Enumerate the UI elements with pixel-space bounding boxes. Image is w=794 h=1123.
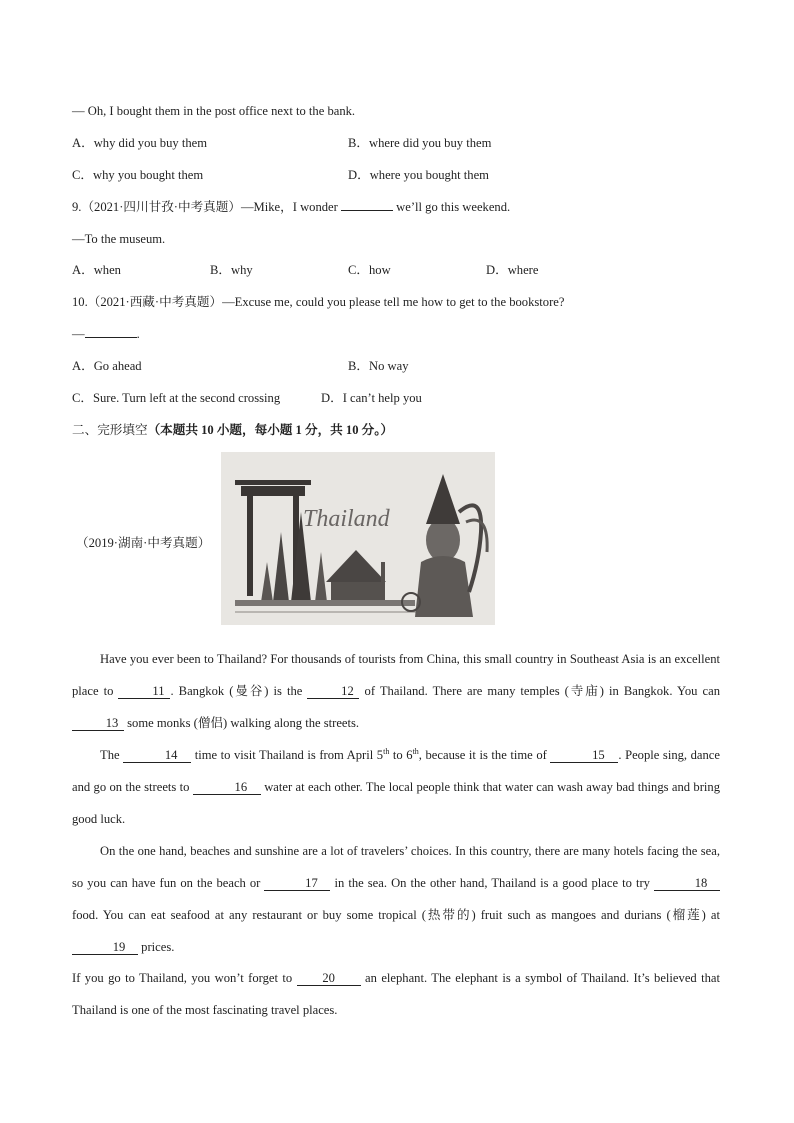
p2-text-c: to 6: [392, 748, 413, 762]
passage-paragraph-2: [72, 739, 720, 835]
q9-answer-line: —To the museum.: [72, 232, 166, 246]
q10-answer-period: .: [136, 327, 140, 341]
q8-option-b[interactable]: B．where did you buy them: [348, 136, 492, 150]
p2-sup-1: th: [383, 746, 390, 756]
blank-19[interactable]: 19: [72, 940, 138, 955]
blank-14[interactable]: 14: [123, 748, 191, 763]
p3-text-b: in the sea. On the other hand, Thailand is a good place to try: [334, 876, 650, 890]
p3-text-c: food. You can eat seafood at any restaurant or buy some tropical (热带的) fruit such as mangoes and durians (榴莲) at: [72, 908, 720, 922]
q9-option-a[interactable]: A．when: [72, 263, 121, 277]
q10-option-b[interactable]: B．No way: [348, 359, 409, 373]
blank-13[interactable]: 13: [72, 716, 124, 731]
passage-paragraph-1: [72, 643, 720, 739]
q10-stem: 10.（2021·西藏·中考真题）—Excuse me, could you please tell me how to get to the bookstore?: [72, 295, 565, 309]
q10-blank[interactable]: [85, 337, 137, 338]
q10-option-d[interactable]: D．I can’t help you: [321, 391, 422, 405]
p2-text-f: water at each other. The local people think that water can wash away bad things and bring good luck.: [72, 780, 721, 826]
blank-20[interactable]: 20: [297, 971, 361, 986]
q9-option-d[interactable]: D．where: [486, 263, 539, 277]
q10-option-c[interactable]: C．Sure. Turn left at the second crossing: [72, 391, 281, 405]
p1-text-d: some monks (僧侣) walking along the streets.: [127, 716, 360, 730]
q8-answer-line: — Oh, I bought them in the post office next to the bank.: [72, 104, 356, 118]
q9-option-c[interactable]: C．how: [348, 263, 391, 277]
q9-option-b[interactable]: B．why: [210, 263, 253, 277]
blank-12[interactable]: 12: [307, 684, 359, 699]
p2-text-d: , because it is the time of: [418, 748, 547, 762]
blank-16[interactable]: 16: [193, 780, 261, 795]
blank-17[interactable]: 17: [264, 876, 330, 891]
p1-text-b: . Bangkok (曼谷) is the: [170, 684, 303, 698]
q10-answer-dash: —: [72, 327, 85, 341]
p2-sup-2: th: [412, 746, 419, 756]
blank-18[interactable]: 18: [654, 876, 720, 891]
q9-stem-end: we’ll go this weekend.: [396, 200, 511, 214]
q9-stem: [72, 199, 510, 215]
p3-text-d: prices.: [141, 940, 175, 954]
p1-text-c: of Thailand. There are many temples (寺庙) in Bangkok. You can: [364, 684, 721, 698]
passage-source: （2019·湖南·中考真题）: [76, 536, 211, 550]
thailand-word: Thailand: [303, 506, 390, 532]
section-heading: [72, 422, 393, 438]
q8-option-c[interactable]: C．why you bought them: [72, 168, 204, 182]
section-heading-note: （本题共 10 小题，每小题 1 分，共 10 分。）: [147, 423, 394, 437]
blank-11[interactable]: 11: [118, 684, 170, 699]
p3-text-a: On the one hand, beaches and sunshine are a lot of travelers’ choices. In this country, there are many hotels facing the sea, so you can have fun on the beach or: [72, 844, 720, 890]
q9-blank[interactable]: [341, 210, 393, 211]
q8-option-d[interactable]: D．where you bought them: [348, 168, 489, 182]
passage-paragraph-3: [72, 835, 720, 963]
p1-text-a: Have you ever been to Thailand? For thousands of tourists from China, this small country in Southeast Asia is an excellent place to: [72, 652, 720, 698]
q8-option-a[interactable]: A．why did you buy them: [72, 136, 208, 150]
q9-stem-start: 9.（2021·四川甘孜·中考真题）—Mike，I wonder: [72, 200, 338, 214]
thailand-illustration: [221, 452, 495, 625]
p2-text-b: time to visit Thailand is from April 5: [194, 748, 384, 762]
blank-15[interactable]: 15: [550, 748, 618, 763]
section-heading-title: 二、完形填空: [72, 423, 148, 437]
passage-paragraph-4: [72, 962, 720, 1026]
q10-answer-line: [72, 326, 140, 342]
p2-text-e: . People sing, dance and go on the streets to: [72, 748, 720, 794]
p4-text-b: an elephant. The elephant is a symbol of Thailand. It’s believed that Thailand is one of the most fascinating travel places.: [72, 971, 720, 1017]
p4-text-a: If you go to Thailand, you won’t forget to: [72, 971, 293, 985]
q10-option-a[interactable]: A．Go ahead: [72, 359, 142, 373]
p2-text-a: The: [100, 748, 120, 762]
thailand-sketch-icon: [221, 452, 495, 625]
